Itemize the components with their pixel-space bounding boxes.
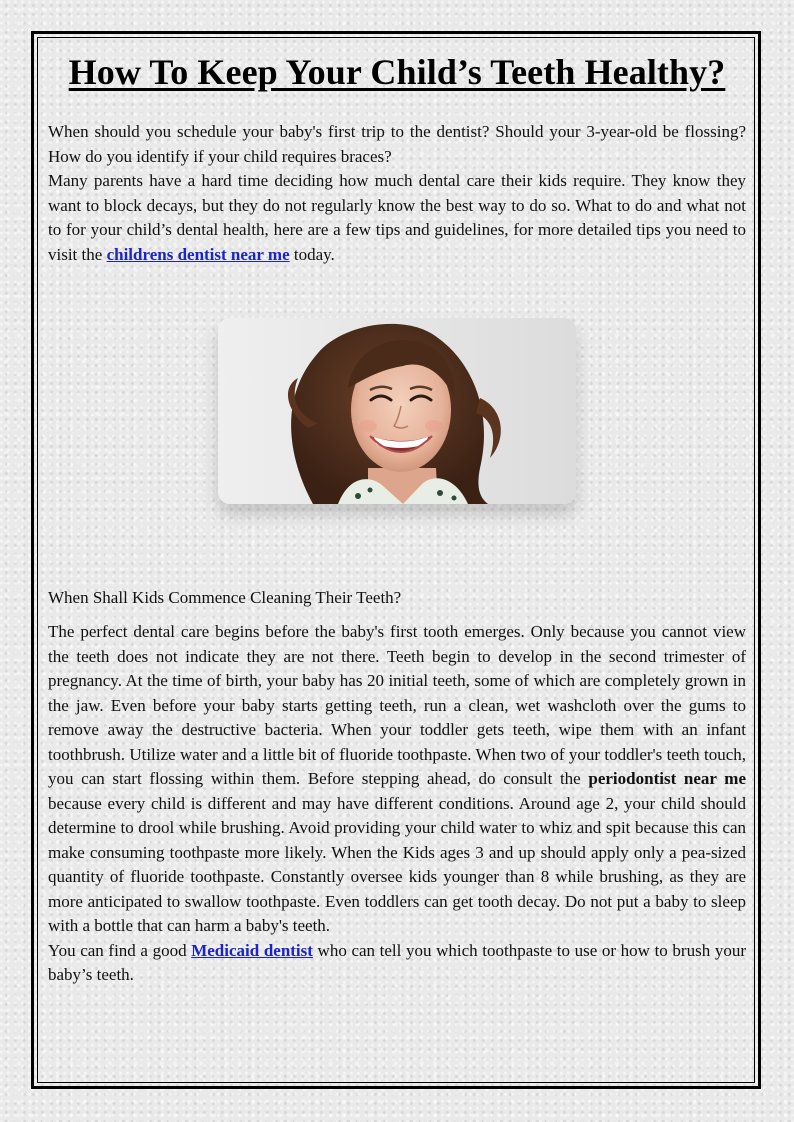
section-body bbox=[48, 620, 746, 939]
page-title: How To Keep Your Child’s Teeth Healthy? bbox=[68, 52, 726, 92]
medicaid-dentist-link[interactable]: Medicaid dentist bbox=[191, 940, 313, 960]
closing-text-end: who can tell you which toothpaste to use or how to brush your baby’s teeth. bbox=[48, 940, 746, 984]
closing-text: You can find a good bbox=[48, 940, 192, 960]
teeth-cleaning-section bbox=[48, 586, 746, 988]
closing-paragraph bbox=[48, 939, 746, 988]
section-body-text: The perfect dental care begins before the baby's first tooth emerges. Only because you cannot view the teeth does not indicate they are not there. Teeth begin to develop in the second trimester of pregnancy. At the time of birth, your baby has 20 initial teeth, some of which are completely grown in the jaw. Even before your baby starts getting teeth, run a clean, wet washcloth over the gums to remove away the destructive bacteria. When your toddler gets teeth, wipe them with an infant toothbrush. Utilize water and a little bit of fluoride toothpaste. When two of your toddler's teeth touch, you can start flossing within them. Before stepping ahead, do consult the bbox=[48, 622, 746, 788]
document-content bbox=[48, 48, 746, 267]
intro-paragraph-1: When should you schedule your baby's first trip to the dentist? Should your 3-year-old be flossing? How do you identify if your child requires braces? bbox=[48, 122, 746, 166]
photo-illustration bbox=[218, 318, 576, 504]
periodontist-keyword: periodontist near me bbox=[588, 769, 746, 788]
intro-text: Many parents have a hard time deciding how much dental care their kids require. They know they want to block decays, but they do not regularly know the best way to do so. What to do and what not to for your child’s dental health, here are a few tips and guidelines, for more detailed tips you need to visit the bbox=[48, 171, 746, 264]
intro-text-end: today. bbox=[289, 244, 335, 264]
childrens-dentist-link[interactable]: childrens dentist near me bbox=[106, 244, 290, 264]
intro-paragraph-2 bbox=[48, 169, 746, 267]
section-body-text-end: because every child is different and may have different conditions. Around age 2, your child should determine to drool while brushing. Avoid providing your child water to whiz and spit because this can make consuming toothpaste more likely. When the Kids ages 3 and up should apply only a pea-sized quantity of fluoride toothpaste. Constantly oversee kids younger than 8 while brushing, as they are more anticipated to swallow toothpaste. Even toddlers can get tooth decay. Do not put a baby to sleep with a bottle that can harm a baby's teeth. bbox=[48, 793, 746, 935]
section-heading: When Shall Kids Commence Cleaning Their Teeth? bbox=[48, 588, 402, 607]
smiling-woman-photo bbox=[218, 318, 576, 504]
